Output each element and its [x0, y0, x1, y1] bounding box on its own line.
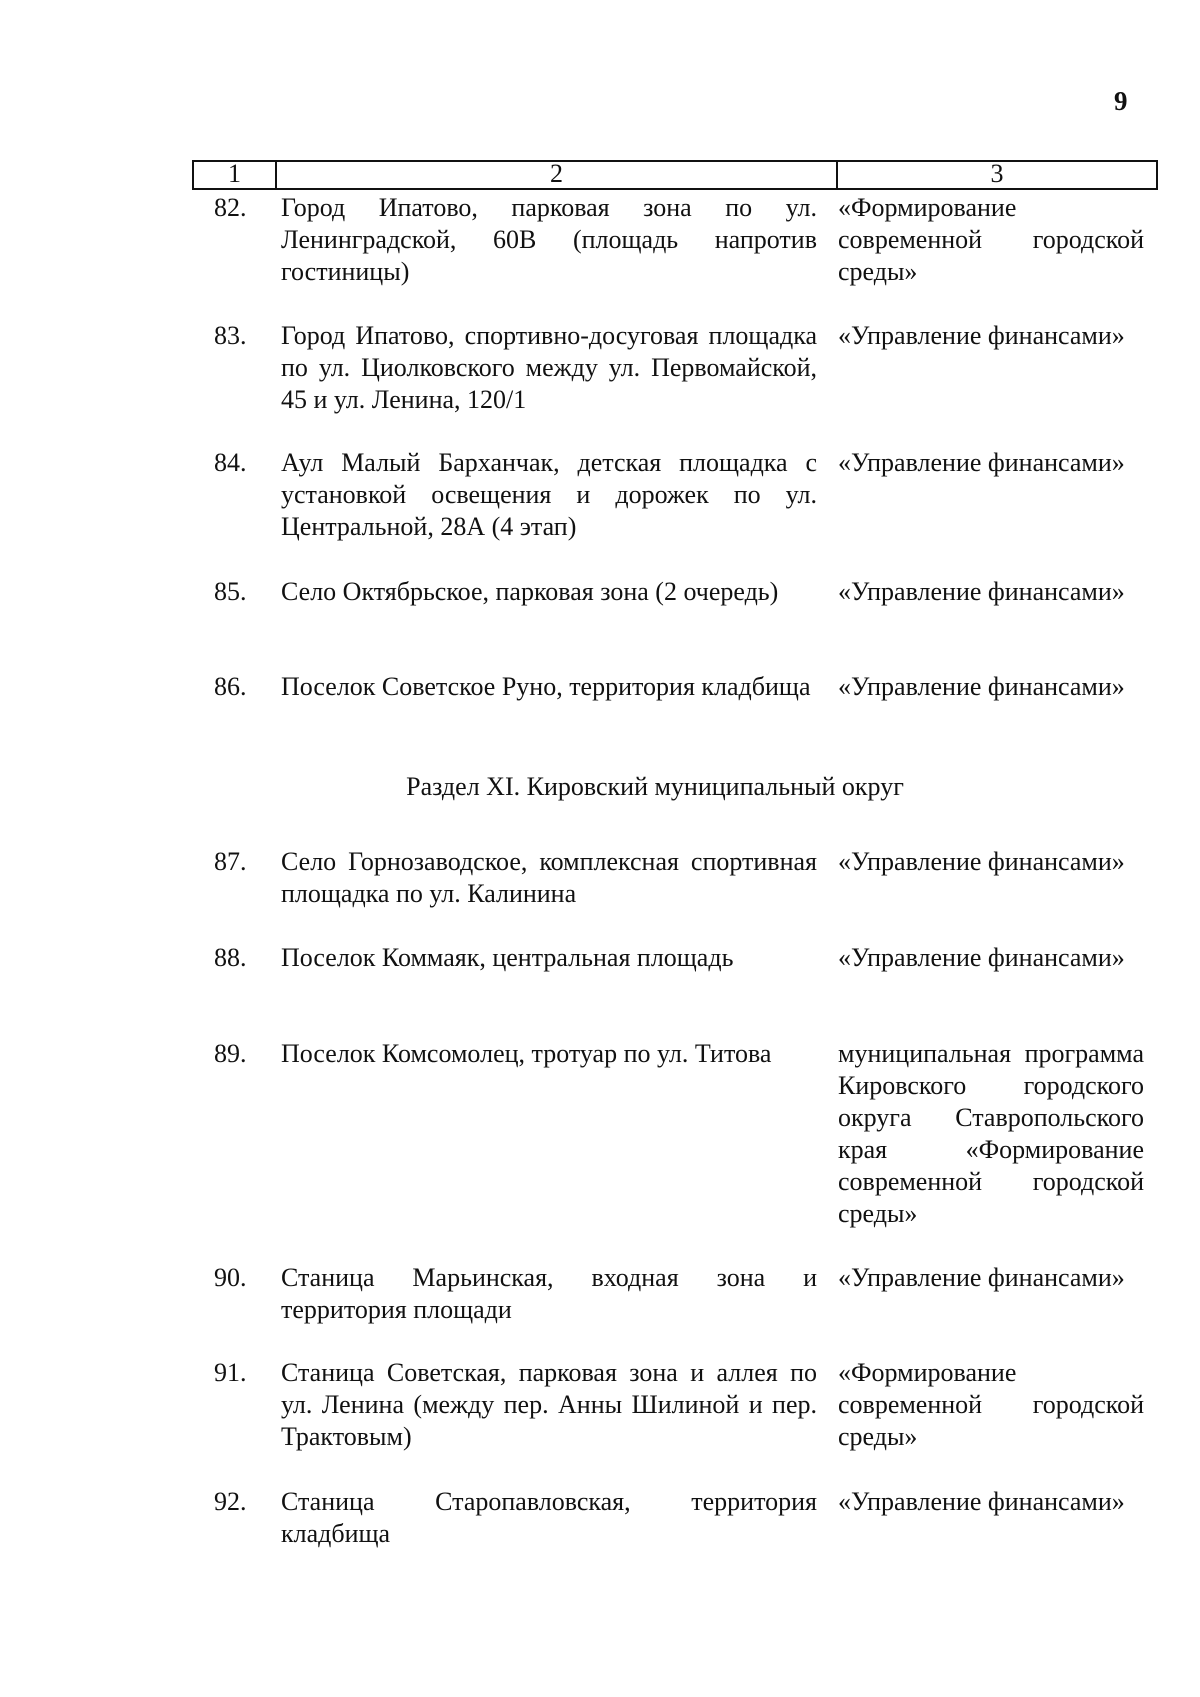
page-number: 9 [1114, 86, 1128, 116]
row-program: «Формирование современной городской среды» [838, 193, 1144, 286]
row-program: «Управление финансами» [838, 321, 1125, 350]
row-number: 83. [214, 321, 247, 350]
row-number: 86. [214, 672, 247, 701]
row-description: Село Октябрьское, парковая зона (2 очередь) [281, 577, 779, 606]
row-number: 91. [214, 1358, 247, 1387]
row-description: Аул Малый Барханчак, детская площадка с установкой освещения и дорожек по ул. Центральной, 28А (4 этап) [281, 448, 817, 541]
row-number: 90. [214, 1263, 247, 1292]
row-number: 92. [214, 1487, 247, 1516]
section-title: Раздел XI. Кировский муниципальный округ [406, 772, 904, 801]
table-header [192, 160, 1158, 190]
row-program: «Управление финансами» [838, 1487, 1125, 1516]
row-program: «Управление финансами» [838, 847, 1125, 876]
row-program: «Управление финансами» [838, 577, 1125, 606]
column-header-1: 1 [194, 162, 277, 188]
row-program: «Управление финансами» [838, 448, 1125, 477]
column-header-3: 3 [990, 159, 1004, 188]
row-number: 85. [214, 577, 247, 606]
row-description: Станица Старопавловская, территория кладбища [281, 1487, 817, 1548]
row-number: 89. [214, 1039, 247, 1068]
row-description: Город Ипатово, спортивно-досуговая площадка по ул. Циолковского между ул. Первомайской, 45 и ул. Ленина, 120/1 [281, 321, 817, 414]
row-description: Станица Советская, парковая зона и аллея по ул. Ленина (между пер. Анны Шилиной и пер. Трактовым) [281, 1358, 817, 1451]
row-number: 87. [214, 847, 247, 876]
row-description: Село Горнозаводское, комплексная спортивная площадка по ул. Калинина [281, 847, 817, 908]
row-program: «Управление финансами» [838, 1263, 1125, 1292]
row-number: 84. [214, 448, 247, 477]
row-description: Поселок Коммаяк, центральная площадь [281, 943, 734, 972]
row-description: Станица Марьинская, входная зона и территория площади [281, 1263, 817, 1324]
row-program: «Формирование современной городской среды» [838, 1358, 1144, 1451]
row-number: 82. [214, 193, 247, 222]
column-header-2: 2 [277, 162, 838, 188]
row-program: муниципальная программа Кировского городского округа Ставропольского края «Формирование современной городской среды» [838, 1039, 1144, 1228]
row-description: Поселок Комсомолец, тротуар по ул. Титова [281, 1039, 772, 1068]
row-program: «Управление финансами» [838, 943, 1125, 972]
row-description: Город Ипатово, парковая зона по ул. Ленинградской, 60В (площадь напротив гостиницы) [281, 193, 817, 286]
row-description: Поселок Советское Руно, территория кладбища [281, 672, 811, 701]
row-program: «Управление финансами» [838, 672, 1125, 701]
row-number: 88. [214, 943, 247, 972]
